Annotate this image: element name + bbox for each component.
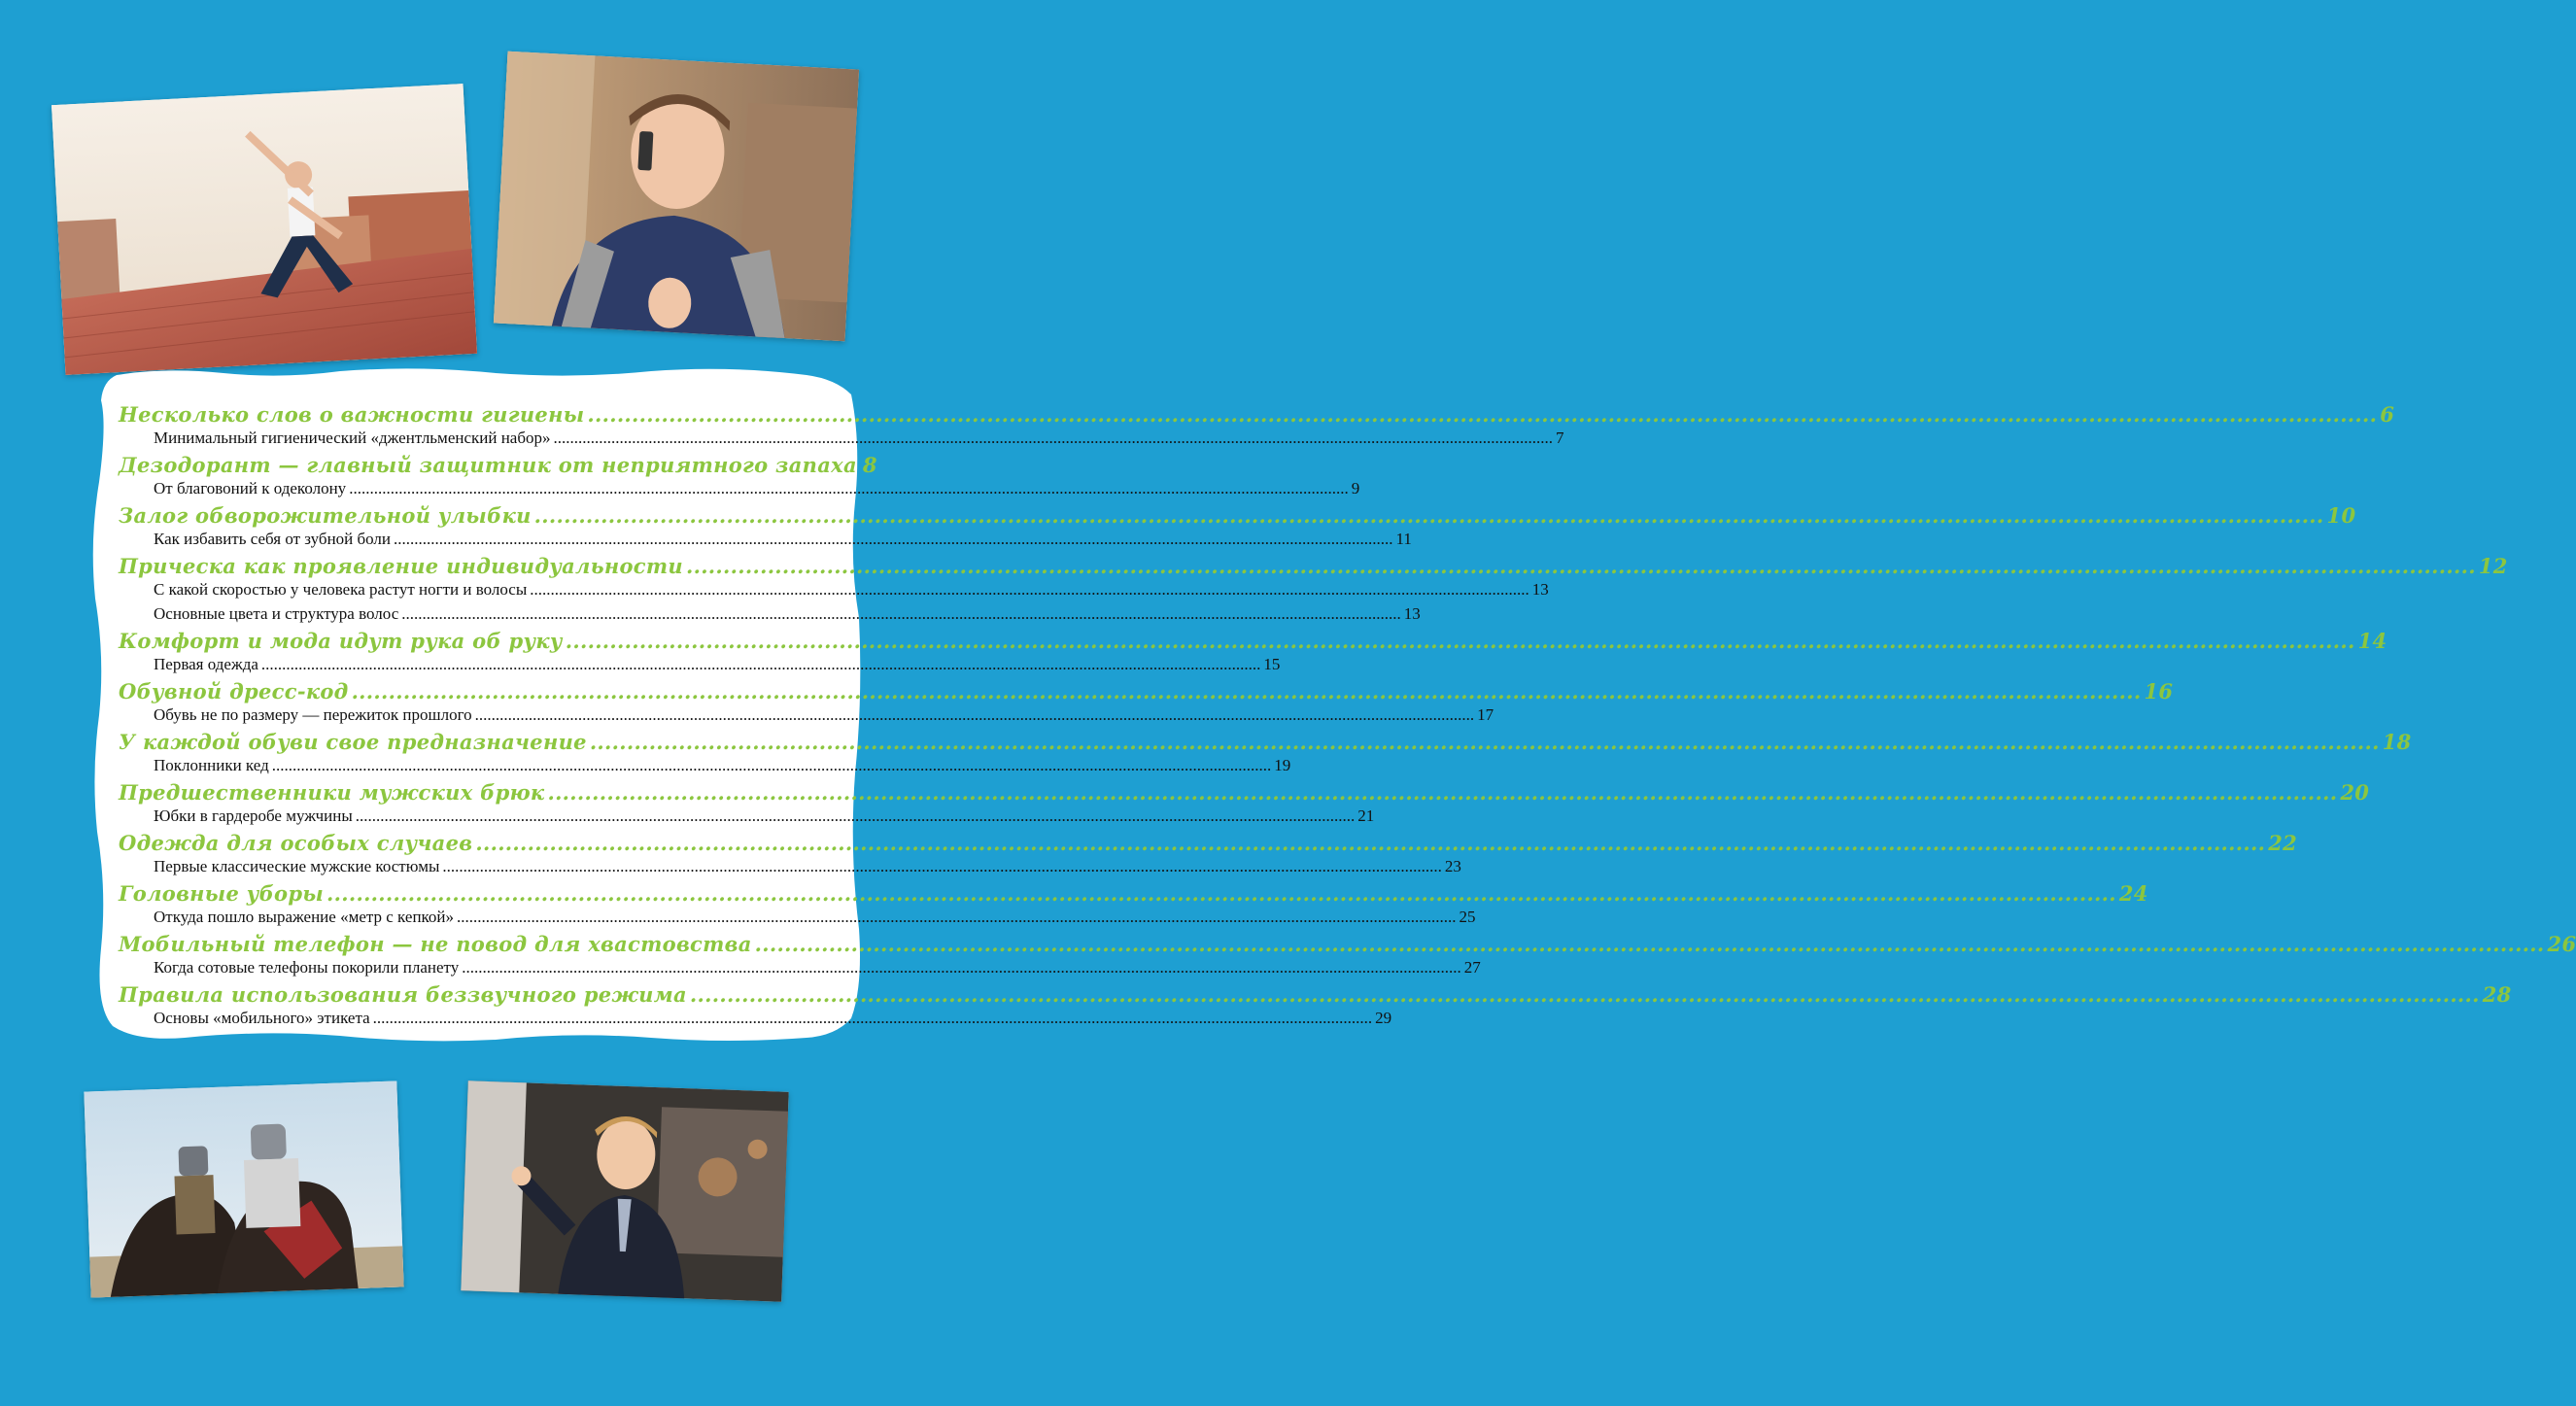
- toc-entry-title: Прическа как проявление индивидуальности: [119, 554, 683, 578]
- toc-entry-title: Минимальный гигиенический «джентльменский набор»: [154, 429, 551, 447]
- table-of-contents: [119, 402, 2576, 1033]
- toc-dot-leader: [352, 679, 2142, 703]
- toc-subsection-entry: [119, 655, 1281, 679]
- toc-dot-leader: [261, 655, 1261, 674]
- toc-page-number: 8: [862, 453, 877, 477]
- toc-dot-leader: [475, 705, 1475, 725]
- toc-page-number: 21: [1357, 806, 1375, 825]
- toc-dot-leader: [373, 1009, 1373, 1028]
- toc-entry-title: Одежда для особых случаев: [119, 831, 473, 855]
- toc-entry-title: Мобильный телефон — не повод для хвастовства: [119, 932, 752, 956]
- toc-page-number: 9: [1351, 479, 1360, 497]
- toc-dot-leader: [686, 554, 2476, 578]
- toc-section-entry: [119, 730, 2412, 756]
- toc-dot-leader: [394, 530, 1393, 549]
- toc-section-entry: [119, 881, 2148, 908]
- toc-entry-title: Залог обворожительной улыбки: [119, 503, 532, 528]
- boy-in-suit-image: [461, 1080, 788, 1301]
- toc-page-number: 27: [1463, 958, 1481, 977]
- toc-dot-leader: [401, 604, 1401, 624]
- toc-dot-leader: [475, 831, 2265, 855]
- toc-section-entry: [119, 453, 877, 479]
- toc-dot-leader: [690, 982, 2480, 1007]
- toc-subsection-entry: [119, 580, 1549, 604]
- toc-entry-title: Дезодорант — главный защитник от неприятного запаха: [119, 453, 857, 477]
- toc-entry-title: Комфорт и мода идут рука об руку: [119, 629, 563, 653]
- toc-section-entry: [119, 982, 2512, 1009]
- toc-page-number: 24: [2118, 881, 2148, 906]
- photo-knights: [84, 1080, 403, 1297]
- toc-entry-title: От благовоний к одеколону: [154, 479, 347, 497]
- toc-entry-title: Юбки в гардеробе мужчины: [154, 806, 353, 825]
- toc-section-entry: [119, 503, 2356, 530]
- toc-subsection-entry: [119, 958, 1481, 982]
- toc-page-number: 23: [1444, 857, 1461, 875]
- toc-entry-title: Основы «мобильного» этикета: [154, 1009, 370, 1027]
- toc-subsection-entry: [119, 429, 1564, 453]
- toc-page-number: 26: [2547, 932, 2576, 956]
- toc-entry-title: У каждой обуви свое предназначение: [119, 730, 587, 754]
- toc-dot-leader: [457, 908, 1457, 927]
- photo-phone: [494, 51, 859, 342]
- toc-subsection-entry: [119, 705, 1494, 730]
- toc-subsection-entry: [119, 479, 1360, 503]
- toc-entry-title: Правила использования беззвучного режима: [119, 982, 687, 1007]
- toc-dot-leader: [755, 932, 2545, 956]
- photo-boy: [461, 1080, 788, 1301]
- toc-dot-leader: [442, 857, 1442, 876]
- toc-dot-leader: [530, 580, 1529, 600]
- toc-entry-title: Когда сотовые телефоны покорили планету: [154, 958, 460, 977]
- toc-page-number: 28: [2482, 982, 2512, 1007]
- toc-entry-title: Несколько слов о важности гигиены: [119, 402, 585, 427]
- toc-dot-leader: [587, 402, 2377, 427]
- toc-dot-leader: [356, 806, 1356, 826]
- toc-dot-leader: [326, 881, 2116, 906]
- toc-entry-title: Первые классические мужские костюмы: [154, 857, 440, 875]
- toc-dot-leader: [590, 730, 2380, 754]
- toc-page-number: 7: [1556, 429, 1564, 447]
- toc-page-number: 25: [1459, 908, 1476, 926]
- toc-page-number: 10: [2326, 503, 2356, 528]
- toc-section-entry: [119, 679, 2174, 705]
- toc-section-entry: [119, 402, 2395, 429]
- toc-entry-title: Первая одежда: [154, 655, 258, 673]
- toc-page-number: 17: [1477, 705, 1494, 724]
- toc-dot-leader: [534, 503, 2324, 528]
- toc-dot-leader: [566, 629, 2355, 653]
- toc-section-entry: [119, 831, 2298, 857]
- toc-dot-leader: [547, 780, 2337, 805]
- toc-subsection-entry: [119, 1009, 1392, 1033]
- toc-subsection-entry: [119, 908, 1476, 932]
- toc-section-entry: [119, 554, 2508, 580]
- toc-entry-title: Обувь не по размеру — пережиток прошлого: [154, 705, 472, 724]
- toc-subsection-entry: [119, 604, 1421, 629]
- toc-page-number: 6: [2380, 402, 2395, 427]
- knights-on-horseback-image: [84, 1080, 403, 1297]
- young-man-on-rooftop-image: [52, 84, 477, 375]
- toc-entry-title: С какой скоростью у человека растут ногти и волосы: [154, 580, 528, 599]
- toc-page-number: 14: [2357, 629, 2387, 653]
- toc-page-number: 12: [2478, 554, 2508, 578]
- toc-page-number: 22: [2268, 831, 2298, 855]
- toc-entry-title: Основные цвета и структура волос: [154, 604, 399, 623]
- toc-entry-title: Откуда пошло выражение «метр с кепкой»: [154, 908, 455, 926]
- toc-section-entry: [119, 780, 2370, 806]
- toc-page-number: 16: [2144, 679, 2174, 703]
- toc-entry-title: Обувной дресс-код: [119, 679, 349, 703]
- toc-dot-leader: [272, 756, 1272, 775]
- toc-entry-title: Головные уборы: [119, 881, 325, 906]
- toc-section-entry: [119, 629, 2387, 655]
- toc-page-number: 13: [1403, 604, 1421, 623]
- toc-dot-leader: [462, 958, 1461, 977]
- toc-page-number: 29: [1375, 1009, 1392, 1027]
- toc-entry-title: Как избавить себя от зубной боли: [154, 530, 392, 548]
- toc-subsection-entry: [119, 756, 1291, 780]
- toc-dot-leader: [554, 429, 1554, 448]
- toc-page-number: 18: [2382, 730, 2412, 754]
- toc-page-number: 11: [1395, 530, 1412, 548]
- toc-section-entry: [119, 932, 2576, 958]
- toc-page-number: 19: [1274, 756, 1291, 774]
- photo-rooftop: [52, 84, 477, 375]
- toc-subsection-entry: [119, 806, 1375, 831]
- young-man-with-phone-image: [494, 51, 859, 342]
- toc-page-number: 13: [1531, 580, 1549, 599]
- toc-entry-title: Предшественники мужских брюк: [119, 780, 545, 805]
- toc-dot-leader: [349, 479, 1349, 498]
- toc-page-number: 15: [1263, 655, 1281, 673]
- toc-subsection-entry: [119, 857, 1461, 881]
- toc-subsection-entry: [119, 530, 1412, 554]
- toc-entry-title: Поклонники кед: [154, 756, 269, 774]
- toc-page-number: 20: [2340, 780, 2370, 805]
